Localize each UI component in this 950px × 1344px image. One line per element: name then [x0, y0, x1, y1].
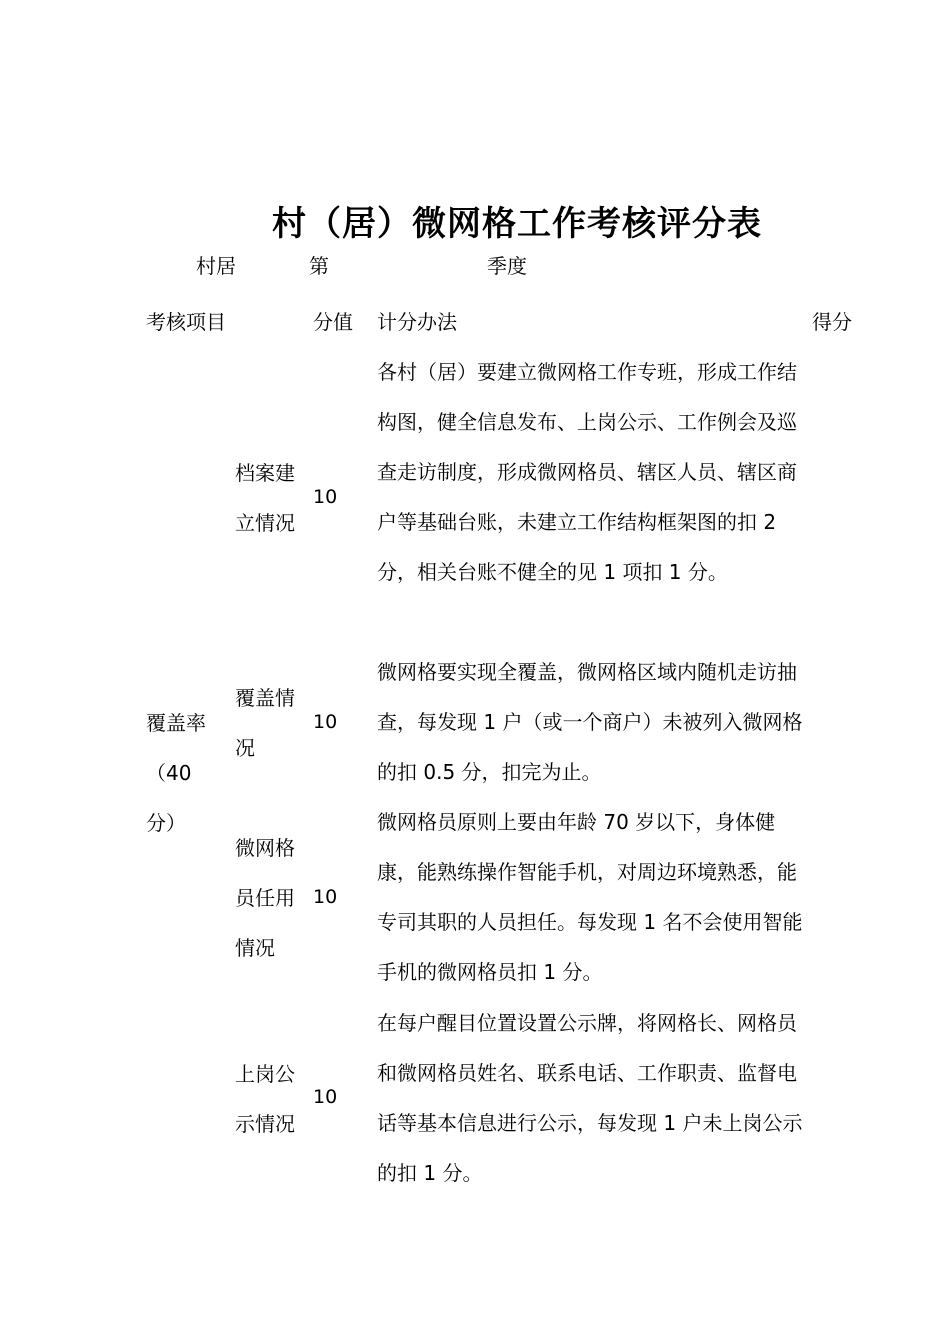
row-3-sub-item: 微网格员任用情况	[235, 836, 295, 960]
row-1-method: 各村（居）要建立微网格工作专班，形成工作结构图，健全信息发布、上岗公示、工作例会及巡查走访制度，形成微网格员、辖区人员、辖区商户等基础台账，未建立工作结构框架图的扣 2 分，相关台账不健全的见 1 项扣 1 分。	[377, 360, 797, 584]
row-3-score: 10	[313, 886, 338, 908]
quarter-label: 季度	[487, 254, 527, 278]
header-result: 得分	[812, 310, 852, 334]
header-method: 计分办法	[377, 310, 457, 334]
di-label: 第	[309, 254, 329, 278]
row-4-sub-item: 上岗公示情况	[235, 1062, 295, 1136]
header-item: 考核项目	[146, 310, 226, 334]
row-1-sub-item: 档案建立情况	[235, 461, 295, 535]
row-4-score: 10	[313, 1086, 338, 1108]
row-2-method: 微网格要实现全覆盖，微网格区域内随机走访抽查，每发现 1 户（或一个商户）未被列入微网格的扣 0.5 分，扣完为止。	[377, 660, 803, 784]
row-2-score: 10	[313, 711, 338, 733]
row-1-score: 10	[313, 486, 338, 508]
category-points-open: （40	[146, 761, 192, 785]
village-label: 村居	[196, 254, 236, 278]
category-name: 覆盖率	[146, 711, 206, 735]
header-score: 分值	[313, 310, 353, 334]
row-3-method: 微网格员原则上要由年龄 70 岁以下，身体健康，能熟练操作智能手机，对周边环境熟悉，能专司其职的人员担任。每发现 1 名不会使用智能手机的微网格员扣 1 分。	[377, 810, 803, 984]
category-points-close: 分）	[146, 811, 186, 835]
row-2-sub-item: 覆盖情况	[235, 686, 295, 760]
row-4-method: 在每户醒目位置设置公示牌，将网格长、网格员和微网格员姓名、联系电话、工作职责、监督电话等基本信息进行公示，每发现 1 户未上岗公示的扣 1 分。	[377, 1011, 803, 1185]
page-title: 村（居）微网格工作考核评分表	[272, 204, 762, 244]
